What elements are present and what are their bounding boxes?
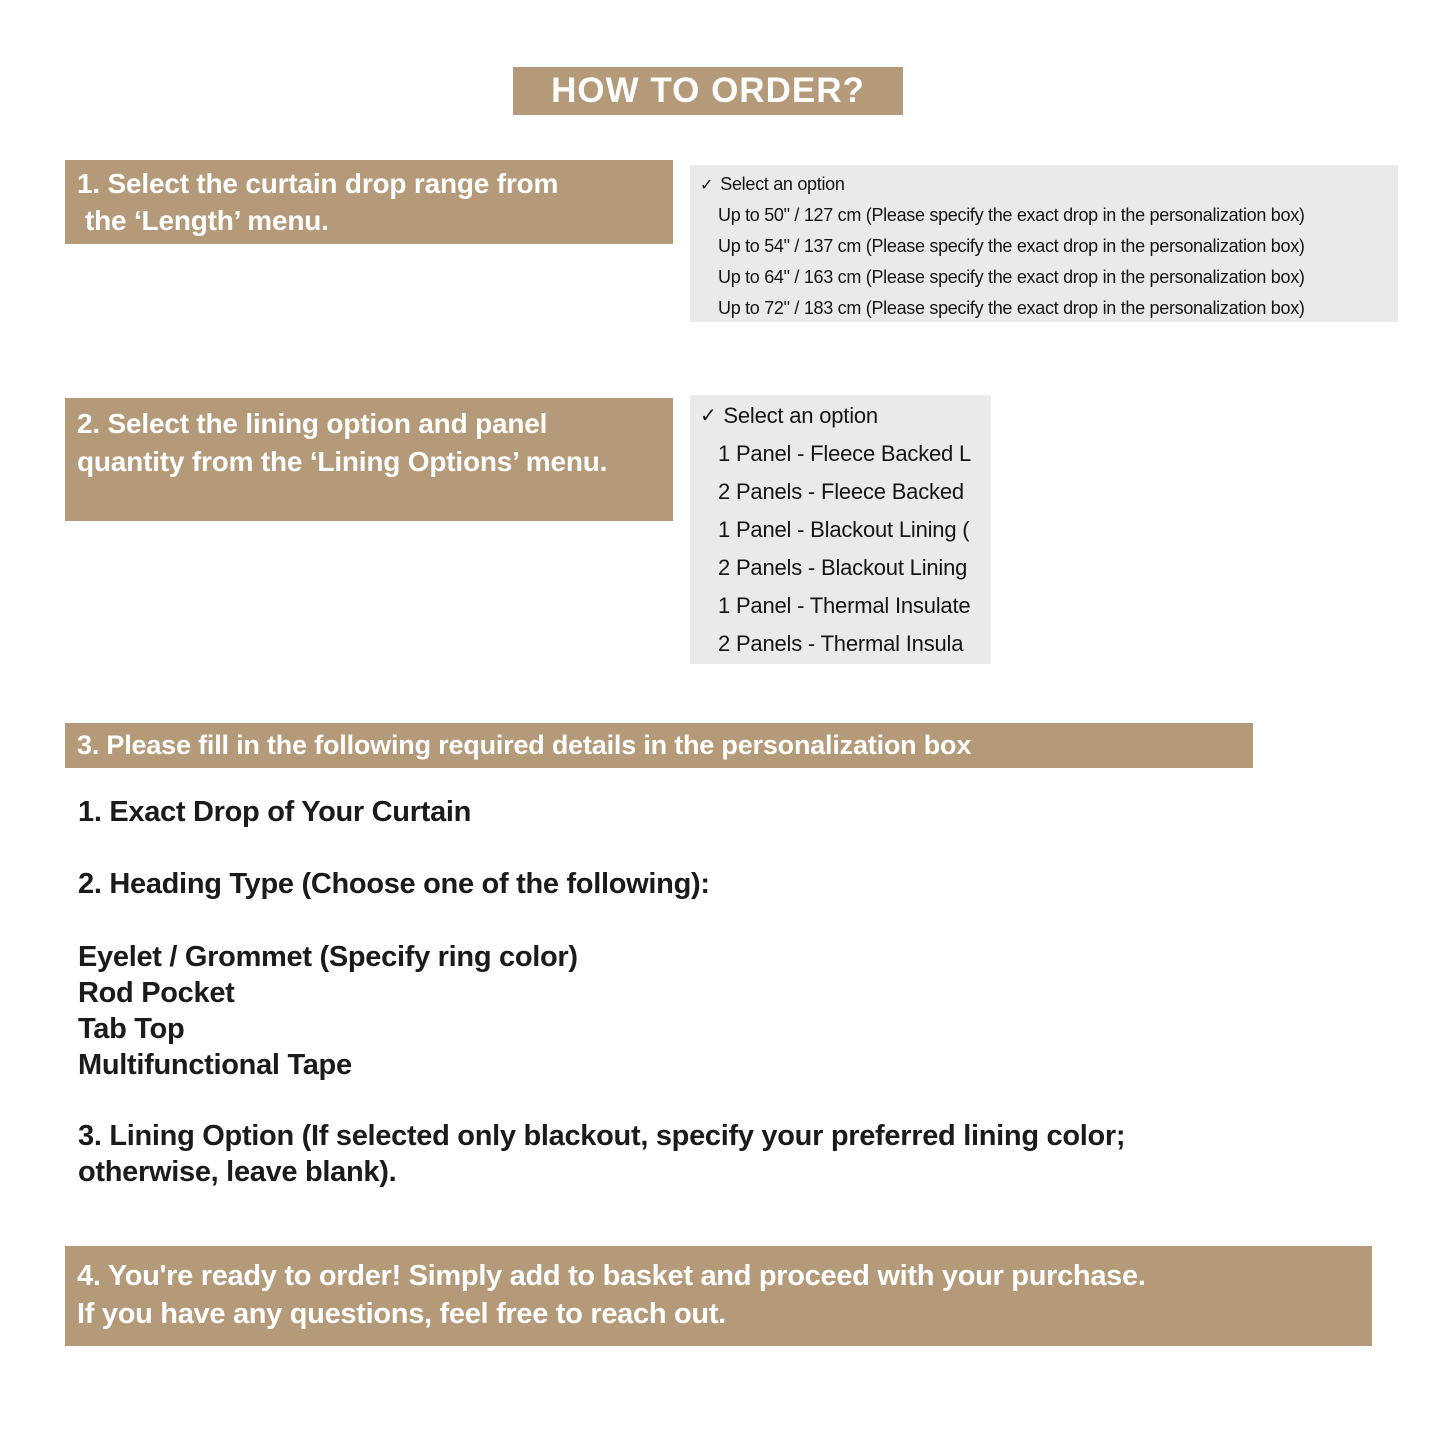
lining-selected-label: Select an option xyxy=(723,403,878,428)
step1-instruction-line2: the ‘Length’ menu. xyxy=(85,205,329,236)
step4-instruction-line1: 4. You're ready to order! Simply add to basket and proceed with your purchase. xyxy=(77,1260,1146,1292)
step4-instruction-line2: If you have any questions, feel free to reach out. xyxy=(77,1298,726,1330)
lining-option-2[interactable]: 2 Panels - Fleece Backed xyxy=(718,479,964,504)
detail-lining-option-line1: 3. Lining Option (If selected only blackout, specify your preferred lining color; xyxy=(78,1120,1126,1152)
heading-type-rod-pocket: Rod Pocket xyxy=(78,977,235,1009)
length-dropdown-menu xyxy=(690,165,1398,322)
length-option-4[interactable]: Up to 72" / 183 cm (Please specify the exact drop in the personalization box) xyxy=(718,298,1305,318)
detail-exact-drop: 1. Exact Drop of Your Curtain xyxy=(78,796,472,828)
heading-type-tab-top: Tab Top xyxy=(78,1013,185,1045)
detail-lining-option xyxy=(78,1118,1125,1190)
length-selected-option[interactable] xyxy=(690,169,1398,200)
heading-type-list xyxy=(78,939,578,1083)
lining-option-6[interactable]: 2 Panels - Thermal Insula xyxy=(718,631,964,656)
step2-instruction-text: 2. Select the lining option and panel quantity from the ‘Lining Options’ menu. xyxy=(77,408,608,477)
length-option-1[interactable]: Up to 50" / 127 cm (Please specify the exact drop in the personalization box) xyxy=(718,205,1305,225)
detail-lining-option-line2: otherwise, leave blank). xyxy=(78,1156,397,1188)
lining-option-5[interactable]: 1 Panel - Thermal Insulate xyxy=(718,593,971,618)
step1-instruction xyxy=(65,160,673,244)
lining-selected-option[interactable] xyxy=(690,397,991,435)
heading-type-multifunctional-tape: Multifunctional Tape xyxy=(78,1049,352,1081)
length-selected-label: Select an option xyxy=(720,174,845,194)
checkmark-icon: ✓ xyxy=(700,405,717,427)
page-title: HOW TO ORDER? xyxy=(513,67,903,115)
step1-instruction-line1: 1. Select the curtain drop range from xyxy=(77,168,559,199)
lining-option-3[interactable]: 1 Panel - Blackout Lining ( xyxy=(718,517,970,542)
lining-dropdown-menu xyxy=(690,395,991,664)
detail-heading-type: 2. Heading Type (Choose one of the following): xyxy=(78,868,710,900)
lining-option-1[interactable]: 1 Panel - Fleece Backed L xyxy=(718,441,972,466)
step3-instruction: 3. Please fill in the following required details in the personalization box xyxy=(65,723,1253,768)
lining-option-4[interactable]: 2 Panels - Blackout Lining xyxy=(718,555,968,580)
step4-instruction xyxy=(65,1246,1372,1346)
length-option-3[interactable]: Up to 64" / 163 cm (Please specify the exact drop in the personalization box) xyxy=(718,267,1305,287)
step2-instruction xyxy=(65,398,673,521)
length-option-2[interactable]: Up to 54" / 137 cm (Please specify the exact drop in the personalization box) xyxy=(718,236,1305,256)
heading-type-eyelet: Eyelet / Grommet (Specify ring color) xyxy=(78,941,578,973)
checkmark-icon: ✓ xyxy=(700,175,714,194)
